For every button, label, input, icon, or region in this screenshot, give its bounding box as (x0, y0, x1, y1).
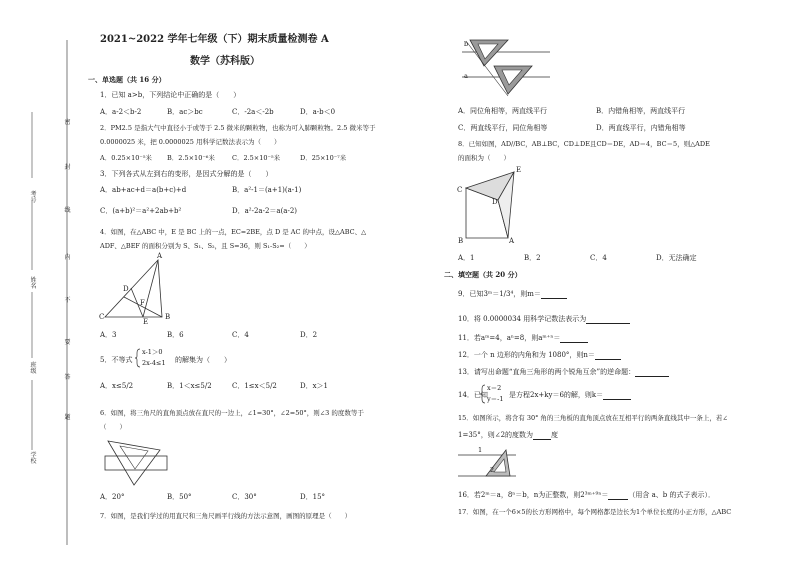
question-10 (458, 315, 630, 324)
fig-label: C (99, 313, 105, 321)
question-11 (458, 334, 588, 343)
option-a: A．a-2＜b-2 (100, 108, 142, 116)
answer-blank[interactable] (586, 316, 630, 324)
question-16 (458, 491, 715, 500)
answer-blank[interactable] (533, 432, 551, 440)
option-c: C．-2a＜-2b (232, 108, 274, 116)
section-heading: 二、填空题（共 20 分） (444, 270, 522, 279)
equation-1: x＝2 (487, 384, 502, 392)
option-d: D．无法确定 (656, 254, 697, 262)
question-14: 14．已知 (458, 391, 488, 399)
question-7: 7．如图，是我们学过的用直尺和三角尺画平行线的方法示意图，画图的原理是（ ） (100, 512, 352, 520)
option-b: B．a²-1＝(a+1)(a-1) (232, 186, 302, 194)
option-b: B．1＜x≤5/2 (167, 382, 212, 390)
option-c: C．(a+b)²＝a²+2ab+b² (100, 207, 182, 215)
option-b: B．6 (167, 331, 184, 339)
fig-label: B (165, 313, 171, 321)
question-12-text: 12．一个 n 边形的内角和为 1080°，则n＝ (458, 351, 595, 359)
ruler-triangle-figure-q6 (100, 437, 170, 487)
option-b: B．2 (524, 254, 541, 262)
option-d: D．两直线平行，内错角相等 (596, 124, 686, 132)
question-17: 17．如图，在一个6×5的长方形网格中，每个网格都是边长为1个单位长度的小正方形，△ABC (458, 508, 732, 516)
option-a: A．20° (100, 493, 125, 501)
question-14-cont (509, 391, 631, 400)
question-2-cont: 0.0000025 米，把 0.0000025 用科学记数法表示为（ ） (100, 138, 281, 146)
question-16-tail: （用含 a、b 的式子表示）． (628, 491, 715, 499)
page-subtitle: 数学（苏科版） (190, 56, 260, 67)
fig-label: D (123, 285, 129, 293)
option-b: B．50° (167, 493, 192, 501)
fig-label: b (464, 40, 469, 48)
question-9 (458, 290, 567, 299)
question-15: 15．如图所示，将含有 30° 角的三角板的直角顶点放在互相平行的两条直线其中一条上，若∠ (458, 414, 728, 422)
question-8: 8．已知如图，AD//BC，AB⊥BC，CD⊥DE且CD＝DE，AD＝4，BC＝5，则△ADE (458, 140, 710, 148)
equation-2: y＝-1 (487, 395, 504, 403)
option-c: C．4 (590, 254, 607, 262)
parallel-lines-figure-q7 (462, 38, 552, 100)
question-16-text: 16．若2ᵐ＝a，8ⁿ＝b，n为正整数，则2³ᵐ⁺⁹ⁿ＝ (458, 491, 609, 499)
seal-char: 密 (64, 119, 71, 126)
option-d: D．a²-2a-2＝a(a-2) (232, 207, 298, 215)
question-15-text: 1=35°，则∠2的度数为 (458, 431, 534, 439)
fig-label: A (157, 252, 163, 260)
question-10-text: 10．将 0.0000034 用科学记数法表示为 (458, 315, 587, 323)
option-d: D．2 (300, 331, 318, 339)
answer-blank[interactable] (560, 335, 588, 343)
option-c: C．30° (232, 493, 257, 501)
question-14-text: 是方程2x+ky＝6的解，则k＝ (509, 391, 604, 399)
question-2: 2．PM2.5 是指大气中直径小于或等于 2.5 微米的颗粒物，也称为可入肺颗粒物。2.5 微米等于 (100, 124, 376, 132)
option-d: D．15° (300, 493, 326, 501)
question-13 (458, 368, 669, 377)
question-9-text: 9．已知3ᵐ＝1/3⁴，则m＝ (458, 290, 541, 298)
question-13-text: 13．请写出命题“直角三角形的两个锐角互余”的逆命题： (458, 368, 636, 376)
seal-char: 答 (64, 374, 71, 381)
question-6-cont: （ ） (100, 423, 126, 431)
option-b: B．内错角相等，两直线平行 (596, 107, 686, 115)
option-a: A．ab+ac+d＝a(b+c)+d (100, 186, 187, 194)
option-d: D．x＞1 (300, 382, 329, 390)
option-c: C．1≤x＜5/2 (232, 382, 277, 390)
inequality-1: x-1＞0 (142, 348, 163, 356)
seal-char: 线 (64, 207, 71, 214)
parallel-set-square-figure-q15 (458, 444, 518, 486)
seal-char: 封 (64, 164, 71, 171)
question-5: 5．不等式 (100, 356, 133, 364)
fig-label: E (143, 318, 149, 326)
fig-label: E (516, 166, 522, 174)
fig-label: A (509, 237, 515, 245)
option-a: A．3 (100, 331, 117, 339)
option-a: A．1 (458, 254, 475, 262)
question-8-cont: 的面积为（ ） (458, 154, 510, 162)
seal-char: 题 (64, 414, 71, 421)
answer-blank[interactable] (603, 392, 631, 400)
fig-label: F (140, 299, 145, 307)
seal-char: 不 (64, 297, 71, 304)
fig-label: D (492, 198, 498, 206)
answer-blank[interactable] (608, 492, 628, 500)
label-school: 学校 (30, 452, 37, 465)
question-15-cont (458, 431, 558, 440)
question-6: 6．如图，将三角尺的直角顶点放在直尺的一边上，∠1=30°，∠2=50°，则∠3 的度数等于 (100, 409, 364, 417)
answer-blank[interactable] (635, 369, 669, 377)
option-a: A．x≤5/2 (100, 382, 134, 390)
label-exam-number: 考号 (30, 191, 37, 204)
option-c: C．2.5×10⁻⁵米 (232, 154, 281, 162)
question-11-text: 11．若aᵐ=4，aⁿ=8，则aᵐ⁺ⁿ＝ (458, 334, 561, 342)
label-class: 班级 (30, 362, 37, 375)
inequality-2: 2x-4≤1 (142, 359, 166, 367)
question-4: 4．如图，在△ABC 中，E 是 BC 上的一点，EC=2BE，点 D 是 AC 的中点，设△ABC、△ (100, 228, 367, 236)
seal-char: 要 (64, 339, 71, 346)
question-1: 1．已知 a>b，下列结论中正确的是（ ） (100, 91, 241, 99)
fig-label: 1 (478, 446, 483, 454)
option-b: B．ac＞bc (167, 108, 203, 116)
option-a: A．0.25×10⁻⁵米 (100, 154, 152, 162)
question-5-cont: 的解集为（ ） (175, 356, 231, 364)
answer-blank[interactable] (541, 291, 567, 299)
brace-icon (480, 384, 486, 404)
option-d: D．a-b＜0 (300, 108, 336, 116)
question-12 (458, 351, 621, 360)
fig-label: C (457, 186, 463, 194)
section-heading: 一、单选题（共 16 分） (88, 75, 166, 84)
fig-label: B (458, 237, 464, 245)
unit-label: 度 (551, 431, 559, 439)
question-4-cont: ADF、△BEF 的面积分别为 S、S₁、S₂，且 S=36，则 S₁-S₂=（ ） (100, 242, 311, 250)
brace-icon (135, 348, 141, 368)
option-c: C．4 (232, 331, 249, 339)
label-name: 姓名 (30, 277, 37, 290)
option-c: C．两直线平行，同位角相等 (458, 124, 548, 132)
question-3: 3．下列各式从左到右的变形，是因式分解的是（ ） (100, 170, 273, 178)
option-d: D．25×10⁻⁷米 (300, 154, 347, 162)
fig-label: a (464, 72, 468, 80)
answer-blank[interactable] (595, 352, 621, 360)
fig-label: 2 (490, 466, 495, 474)
page-title: 2021~2022 学年七年级（下）期末质量检测卷 A (100, 34, 329, 45)
seal-char: 内 (64, 254, 71, 261)
option-b: B．2.5×10⁻⁶米 (167, 154, 215, 162)
option-a: A．同位角相等，两直线平行 (458, 107, 548, 115)
